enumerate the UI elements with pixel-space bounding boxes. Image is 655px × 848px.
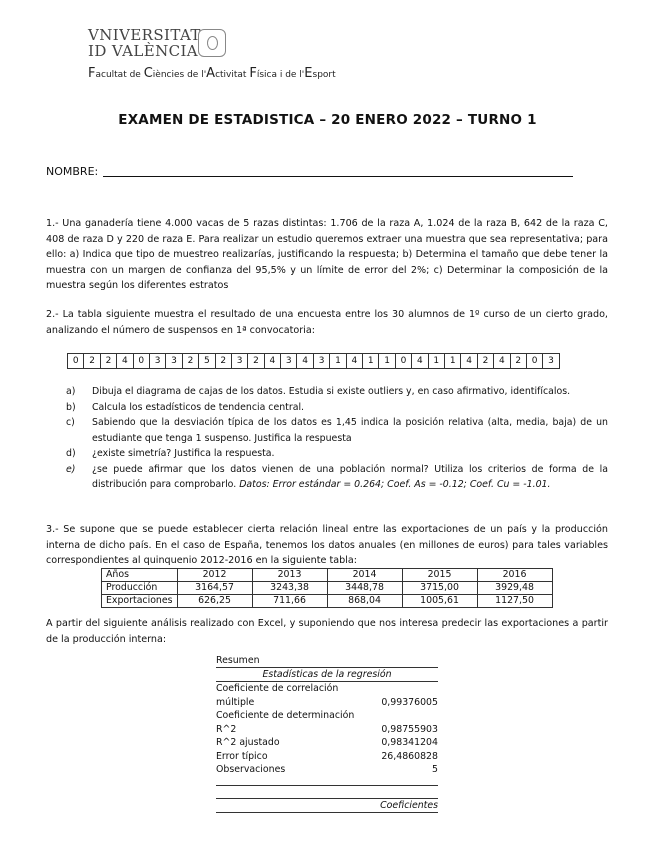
- table-header-row: [102, 569, 553, 582]
- table-row: [102, 582, 553, 595]
- data-cell: 4: [461, 354, 477, 368]
- data-cell: 3: [548, 356, 554, 366]
- subitem-b: b) Calcula los estadísticos de tendencia central.: [66, 401, 305, 413]
- subitem-c: c) Sabiendo que la desviación típica de los datos es 1,45 indica la posición relativa (alta, media, baja) de un estudiante que tenga 1 suspenso. Justifica la respuesta: [66, 417, 608, 444]
- summary-row: Observaciones 5: [216, 764, 438, 775]
- table-cell: 711,66: [252, 595, 327, 608]
- data-cell: 1: [363, 354, 379, 368]
- subitem-e-data: Datos: Error estándar = 0.264; Coef. As = -0.12; Coef. Cu = -1.01.: [239, 479, 551, 490]
- data-cell: 3: [232, 354, 248, 368]
- suspensos-data-row: [67, 353, 560, 369]
- university-name-line1: VNIVERSITAT: [88, 26, 201, 44]
- question-2-subitems: [66, 384, 608, 493]
- question-3-text-2: A partir del siguiente análisis realizado con Excel, y suponiendo que nos interesa predecir las exportaciones a partir de la producción interna:: [46, 618, 608, 645]
- data-cell: 5: [199, 354, 215, 368]
- data-cell: 4: [494, 354, 510, 368]
- data-cell: 4: [347, 354, 363, 368]
- table-header-cell: Años: [102, 569, 178, 582]
- table-cell: 3929,48: [477, 582, 552, 595]
- subitem-d: d) ¿existe simetría? Justifica la respuesta.: [66, 448, 275, 459]
- university-logo: [88, 26, 488, 86]
- question-3-text: 3.- Se supone que se puede establecer cierta relación lineal entre las exportaciones de un país y la producción interna de dicho país. En el caso de España, tenemos los datos anuales (en millones de euros) para tales variables correspondientes al quinquenio 2012-2016 en la siguiente tabla:: [46, 524, 608, 566]
- table-header-cell: 2016: [477, 569, 552, 582]
- data-cell: 3: [314, 354, 330, 368]
- data-cell: 4: [412, 354, 428, 368]
- data-cell: 2: [511, 354, 527, 368]
- table-header-cell: 2012: [177, 569, 252, 582]
- table-cell: 3448,78: [327, 582, 402, 595]
- subitem-e: e) ¿se puede afirmar que los datos vienen de una población normal? Utiliza los criterios de forma de la distribución para comprobarlo. Datos: Error estándar = 0.264; Coef. As = -0.12; Coef. Cu = -1.01.: [66, 463, 608, 490]
- summary-row: Coeficiente de determinación: [216, 710, 355, 721]
- table-row: [102, 595, 553, 608]
- table-cell: 1127,50: [477, 595, 552, 608]
- table-cell: Exportaciones: [102, 595, 178, 608]
- table-cell: Producción: [102, 582, 178, 595]
- table-cell: 3164,57: [177, 582, 252, 595]
- data-cell: 3: [150, 354, 166, 368]
- table-cell: 3243,38: [252, 582, 327, 595]
- summary-row: múltiple 0,99376005: [216, 696, 438, 708]
- subitem-a: a) Dibuja el diagrama de cajas de los datos. Estudia si existe outliers y, en caso afirmativo, identifícalos.: [66, 386, 571, 397]
- data-cell: 4: [297, 354, 313, 368]
- table-cell: 868,04: [327, 595, 402, 608]
- faculty-name: Facultat de Ciències de l'Activitat Física i de l'Esport: [88, 66, 336, 81]
- question-1-text: 1.- Una ganadería tiene 4.000 vacas de 5 razas distintas: 1.706 de la raza A, 1.024 de la raza B, 642 de la raza C, 408 de raza D y 220 de raza E. Para realizar un estudio queremos extraer una muestra que sea representativa; para ello: a) Indica que tipo de muestreo realizarías, justificando la respuesta; b) Determina el tamaño que debe tener la muestra con un margen de confianza del 95,5% y un límite de error del 2%; c) Determinar la composición de la muestra según los diferentes estratos: [46, 218, 608, 291]
- table-cell: 626,25: [177, 595, 252, 608]
- summary-row: R^2 ajustado 0,98341204: [216, 737, 438, 748]
- data-cell: 1: [429, 354, 445, 368]
- data-cell: 2: [84, 354, 100, 368]
- exports-table: [101, 568, 553, 608]
- data-cell: 4: [265, 354, 281, 368]
- table-cell: 3715,00: [402, 582, 477, 595]
- data-cell: 3: [166, 354, 182, 368]
- data-cell: 2: [248, 354, 264, 368]
- coefficients-heading: Coeficientes: [216, 799, 438, 813]
- data-cell: 0: [396, 354, 412, 368]
- table-header-cell: 2014: [327, 569, 402, 582]
- summary-row: Error típico 26,4860828: [216, 750, 438, 762]
- exam-title: EXAMEN DE ESTADISTICA – 20 ENERO 2022 – TURNO 1: [118, 112, 537, 128]
- data-cell: 0: [68, 354, 84, 368]
- data-cell: 2: [101, 354, 117, 368]
- table-cell: 1005,61: [402, 595, 477, 608]
- summary-divider: [216, 785, 438, 786]
- nombre-label: NOMBRE:: [46, 165, 99, 178]
- table-header-cell: 2015: [402, 569, 477, 582]
- summary-title: Resumen: [216, 655, 260, 666]
- university-name-line2: ID VALÈNCIA: [88, 42, 199, 60]
- table-header-cell: 2013: [252, 569, 327, 582]
- question-2-text: 2.- La tabla siguiente muestra el resultado de una encuesta entre los 30 alumnos de 1º curso de un cierto grado, analizando el número de suspensos en 1ª convocatoria:: [46, 309, 608, 336]
- data-cell: 2: [183, 354, 199, 368]
- data-cell: 3: [281, 354, 297, 368]
- regression-summary: [216, 654, 438, 813]
- nombre-field-line[interactable]: [103, 176, 573, 177]
- summary-heading: Estadísticas de la regresión: [216, 667, 438, 682]
- data-cell: 2: [478, 354, 494, 368]
- data-cell: 4: [117, 354, 133, 368]
- summary-row: R^2 0,98755903: [216, 723, 438, 735]
- summary-row: Coeficiente de correlación: [216, 683, 339, 694]
- data-cell: 0: [527, 354, 543, 368]
- data-cell: 1: [330, 354, 346, 368]
- data-cell: 1: [445, 354, 461, 368]
- university-seal-icon: [198, 29, 226, 57]
- data-cell: 0: [134, 354, 150, 368]
- data-cell: 1: [379, 354, 395, 368]
- data-cell: 2: [216, 354, 232, 368]
